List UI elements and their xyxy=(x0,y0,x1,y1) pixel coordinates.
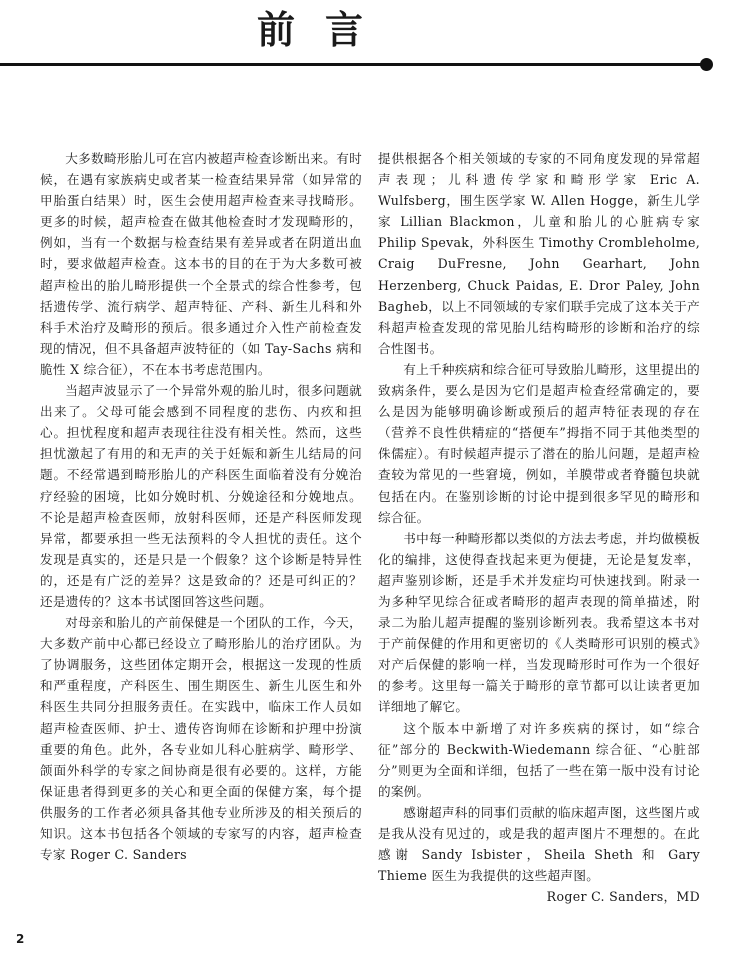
header-rule xyxy=(0,63,706,66)
paragraph-3-continued: 提供根据各个相关领域的专家的不同角度发现的异常超声表现；儿科遗传学家和畸形学家 Eric A. Wulfsberg，围生医学家 W. Allen Hogge，新生儿学家 Lillian Blackmon，儿童和胎儿的心脏病专家 Philip Spevak，外科医生 Timothy Crombleholme, Craig DuFresne, John Gearhart, John Herzenberg, Chuck Paidas, E. Dror Paley, John Bagheb，以上不同领域的专家们联手完成了这本关于产科超声检查发现的常见胎儿结构畸形的诊断和治疗的综合性图书。 xyxy=(378,151,700,356)
paragraph-5: 书中每一种畸形都以类似的方法去考虑，并均做模板化的编排，这使得查找起来更为便捷，无论是复发率，超声鉴别诊断，还是手术并发症均可快速找到。附录一为多种罕见综合征或者畸形的超声表现的简单描述，附录二为胎儿超声提醒的鉴别诊断列表。我希望这本书对于产前保健的作用和更密切的《人类畸形可识别的模式》对产后保健的影响一样，当发现畸形时可作为一个很好的参考。这里每一篇关于畸形的章节都可以让读者更加详细地了解它。 xyxy=(378,530,700,715)
left-column xyxy=(40,148,362,865)
author-signature: Roger C. Sanders，MD xyxy=(546,889,700,905)
page-title: 前言 xyxy=(256,8,393,52)
rule-end-dot xyxy=(700,58,713,71)
page-header xyxy=(0,0,730,80)
page-number: 2 xyxy=(16,932,25,946)
paragraph-2: 当超声波显示了一个异常外观的胎儿时，很多问题就出来了。父母可能会感到不同程度的悲伤、内疚和担心。担忧程度和超声表现往往没有相关性。然而，这些担忧激起了有用的和无声的关于妊娠和新生儿结局的问题。不经常遇到畸形胎儿的产科医生面临着没有分娩治疗经验的困境，比如分娩时机、分娩途径和分娩地点。不论是超声检查医师，放射科医师，还是产科医师发现异常，都要承担一些无法预料的令人担忧的责任。这个发现是真实的，还是只是一个假象？这个诊断是特异性的，还是有广泛的差异？这是致命的？还是可纠正的？还是遗传的？这本书试图回答这些问题。 xyxy=(40,383,362,609)
paragraph-7: 感谢超声科的同事们贡献的临床超声图，这些图片或是我从没有见过的，或是我的超声图片不理想的。在此感谢 Sandy Isbister，Sheila Sheth 和 Gary Thieme 医生为我提供的这些超声图。 xyxy=(378,804,700,884)
right-column xyxy=(378,148,700,907)
paragraph-3: 对母亲和胎儿的产前保健是一个团队的工作，今天，大多数产前中心都已经设立了畸形胎儿的治疗团队。为了协调服务，这些团体定期开会，根据这一发现的性质和严重程度，产科医生、围生期医生、新生儿医生和外科医生共同分担服务责任。在实践中，临床工作人员如超声检查医师、护士、遗传咨询师在诊断和护理中扮演重要的角色。此外，各专业如儿科心脏病学、畸形学、颌面外科学的专家之间协商是很有必要的。这样，方能保证患者得到更多的关心和更全面的保健方案，每个提供服务的工作者必须具备其他专业所涉及的相关预后的知识。这本书包括各个领域的专家写的内容，超声检查专家 Roger C. Sanders xyxy=(40,615,362,863)
paragraph-4: 有上千种疾病和综合征可导致胎儿畸形，这里提出的致病条件，要么是因为它们是超声检查经常确定的，要么是因为能够明确诊断或预后的超声特征表现的存在（营养不良性供精症的“搭便车”拇指不同于其他类型的侏儒症）。有时候超声提示了潜在的胎儿问题，是超声检查较为常见的一些窘境，例如，羊膜带或者脊髓包块就包括在内。在鉴别诊断的讨论中提到很多罕见的畸形和综合征。 xyxy=(378,361,700,525)
paragraph-6: 这个版本中新增了对许多疾病的探讨，如“综合征”部分的 Beckwith-Wiedemann 综合征、“心脏部分”则更为全面和详细，包括了一些在第一版中没有讨论的案例。 xyxy=(378,720,700,799)
paragraph-1: 大多数畸形胎儿可在宫内被超声检查诊断出来。有时候，在遇有家族病史或者某一检查结果异常（如异常的甲胎蛋白结果）时，医生会使用超声检查来寻找畸形。更多的时候，超声检查在做其他检查时才发现畸形的，例如，当有一个数据与检查结果有差异或者在阴道出血时，要求做超声检查。这本书的目的在于为大多数可被超声检出的胎儿畸形提供一个全景式的综合性参考，包括遗传学、流行病学、超声特征、产科、新生儿科和外科手术治疗及畸形的预后。很多通过介入性产前检查发现的情况，但不具备超声波特征的（如 Tay-Sachs 病和脆性 X 综合征），不在本书考虑范围内。 xyxy=(40,151,362,377)
